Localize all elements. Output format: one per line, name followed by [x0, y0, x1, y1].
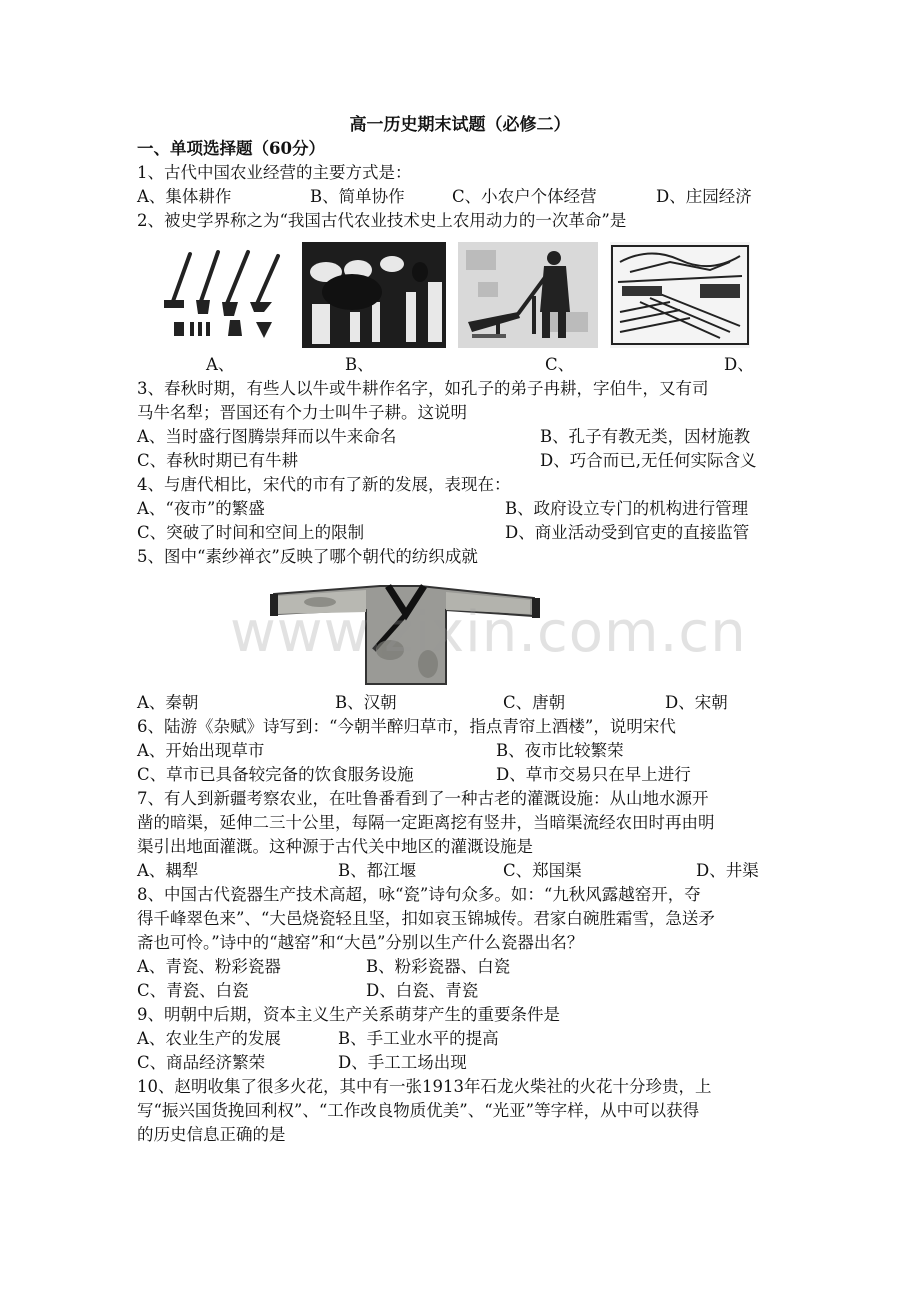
question-1-stem: 1、古代中国农业经营的主要方式是： [137, 163, 412, 182]
question-8-stem-line3: 斋也可怜。”诗中的“越窑”和“大邑”分别以生产什么瓷器出名？ [137, 933, 584, 952]
question-8-stem-line2: 得千峰翠色来”、“大邑烧瓷轻且坚，扣如哀玉锦城传。君家白碗胜霜雪，急送矛 [137, 909, 715, 928]
q3-option-b: B、孔子有教无类，因材施教 [540, 427, 751, 446]
waterwheel-engraving-image [610, 242, 750, 348]
question-7-stem-line2: 凿的暗渠，延伸二三十公里，每隔一定距离挖有竖井，当暗渠流经农田时再由明 [137, 813, 715, 832]
q6-option-b: B、夜市比较繁荣 [496, 741, 624, 760]
question-10-stem-line3: 的历史信息正确的是 [137, 1125, 286, 1144]
q4-option-a: A、“夜市”的繁盛 [137, 499, 265, 518]
q8-option-a: A、青瓷、粉彩瓷器 [137, 957, 281, 976]
q6-option-c: C、草市已具备较完备的饮食服务设施 [137, 765, 414, 784]
q5-option-b: B、汉朝 [335, 693, 397, 712]
q7-option-c: C、郑国渠 [503, 861, 582, 880]
q1-option-a: A、集体耕作 [137, 187, 232, 206]
q8-option-b: B、粉彩瓷器、白瓷 [366, 957, 511, 976]
q9-option-a: A、农业生产的发展 [137, 1029, 281, 1048]
question-7-stem-line1: 7、有人到新疆考察农业，在吐鲁番看到了一种古老的灌溉设施：从山地水源开 [137, 789, 709, 808]
q2-label-b: B、 [345, 355, 374, 374]
question-8-stem-line1: 8、中国古代瓷器生产技术高超，咏“瓷”诗句众多。如：“九秋风露越窑开，夺 [137, 885, 701, 904]
q2-label-c: C、 [545, 355, 575, 374]
question-10-stem-line1: 10、赵明收集了很多火花，其中有一张1913年石龙火柴社的火花十分珍贵，上 [137, 1077, 712, 1096]
farm-tools-image [160, 242, 290, 348]
q6-option-d: D、草市交易只在早上进行 [496, 765, 691, 784]
q7-option-d: D、井渠 [696, 861, 759, 880]
q4-option-c: C、突破了时间和空间上的限制 [137, 523, 365, 542]
q3-option-c: C、春秋时期已有牛耕 [137, 451, 299, 470]
question-6-stem: 6、陆游《杂赋》诗写到：“今朝半醉归草市，指点青帘上酒楼”，说明宋代 [137, 717, 676, 736]
q6-option-a: A、开始出现草市 [137, 741, 265, 760]
question-5-stem: 5、图中“素纱禅衣”反映了哪个朝代的纺织成就 [137, 547, 478, 566]
q2-label-a: A、 [206, 355, 235, 374]
q9-option-b: B、手工业水平的提高 [338, 1029, 499, 1048]
question-7-stem-line3: 渠引出地面灌溉。这种源于古代关中地区的灌溉设施是 [137, 837, 533, 856]
q2-figure-row [160, 242, 782, 348]
plough-figure-image [458, 242, 598, 348]
page-title: 高一历史期末试题（必修二） [349, 115, 571, 135]
section-heading: 一、单项选择题（60分） [137, 139, 325, 158]
q9-option-d: D、手工工场出现 [338, 1053, 467, 1072]
q1-option-b: B、简单协作 [310, 187, 405, 206]
question-3-stem-line1: 3、春秋时期，有些人以牛或牛耕作名字，如孔子的弟子冉耕，字伯牛，又有司 [137, 379, 709, 398]
q7-option-b: B、都江堰 [338, 861, 417, 880]
q5-option-d: D、宋朝 [665, 693, 728, 712]
q8-option-c: C、青瓷、白瓷 [137, 981, 249, 1000]
ox-plough-relief-image [302, 242, 446, 348]
q1-option-d: D、庄园经济 [656, 187, 752, 206]
question-4-stem: 4、与唐代相比，宋代的市有了新的发展，表现在： [137, 475, 511, 494]
q4-option-d: D、商业活动受到官吏的直接监管 [505, 523, 750, 542]
question-9-stem: 9、明朝中后期，资本主义生产关系萌芽产生的重要条件是 [137, 1005, 560, 1024]
q1-option-c: C、小农户个体经营 [452, 187, 597, 206]
watermark-text: www.zixin.com.cn [230, 600, 747, 665]
q4-option-b: B、政府设立专门的机构进行管理 [505, 499, 749, 518]
q2-label-d: D、 [724, 355, 754, 374]
question-2-stem: 2、被史学界称之为“我国古代农业技术史上农用动力的一次革命”是 [137, 211, 627, 230]
q3-option-d: D、巧合而已,无任何实际含义 [540, 451, 757, 470]
q7-option-a: A、耦犁 [137, 861, 199, 880]
q5-option-a: A、秦朝 [137, 693, 199, 712]
question-3-stem-line2: 马牛名犁；晋国还有个力士叫牛子耕。这说明 [137, 403, 467, 422]
q8-option-d: D、白瓷、青瓷 [366, 981, 479, 1000]
q5-option-c: C、唐朝 [503, 693, 566, 712]
q3-option-a: A、当时盛行图腾崇拜而以牛来命名 [137, 427, 397, 446]
question-10-stem-line2: 写“振兴国货挽回利权”、“工作改良物质优美”、“光亚”等字样，从中可以获得 [137, 1101, 700, 1120]
q9-option-c: C、商品经济繁荣 [137, 1053, 266, 1072]
